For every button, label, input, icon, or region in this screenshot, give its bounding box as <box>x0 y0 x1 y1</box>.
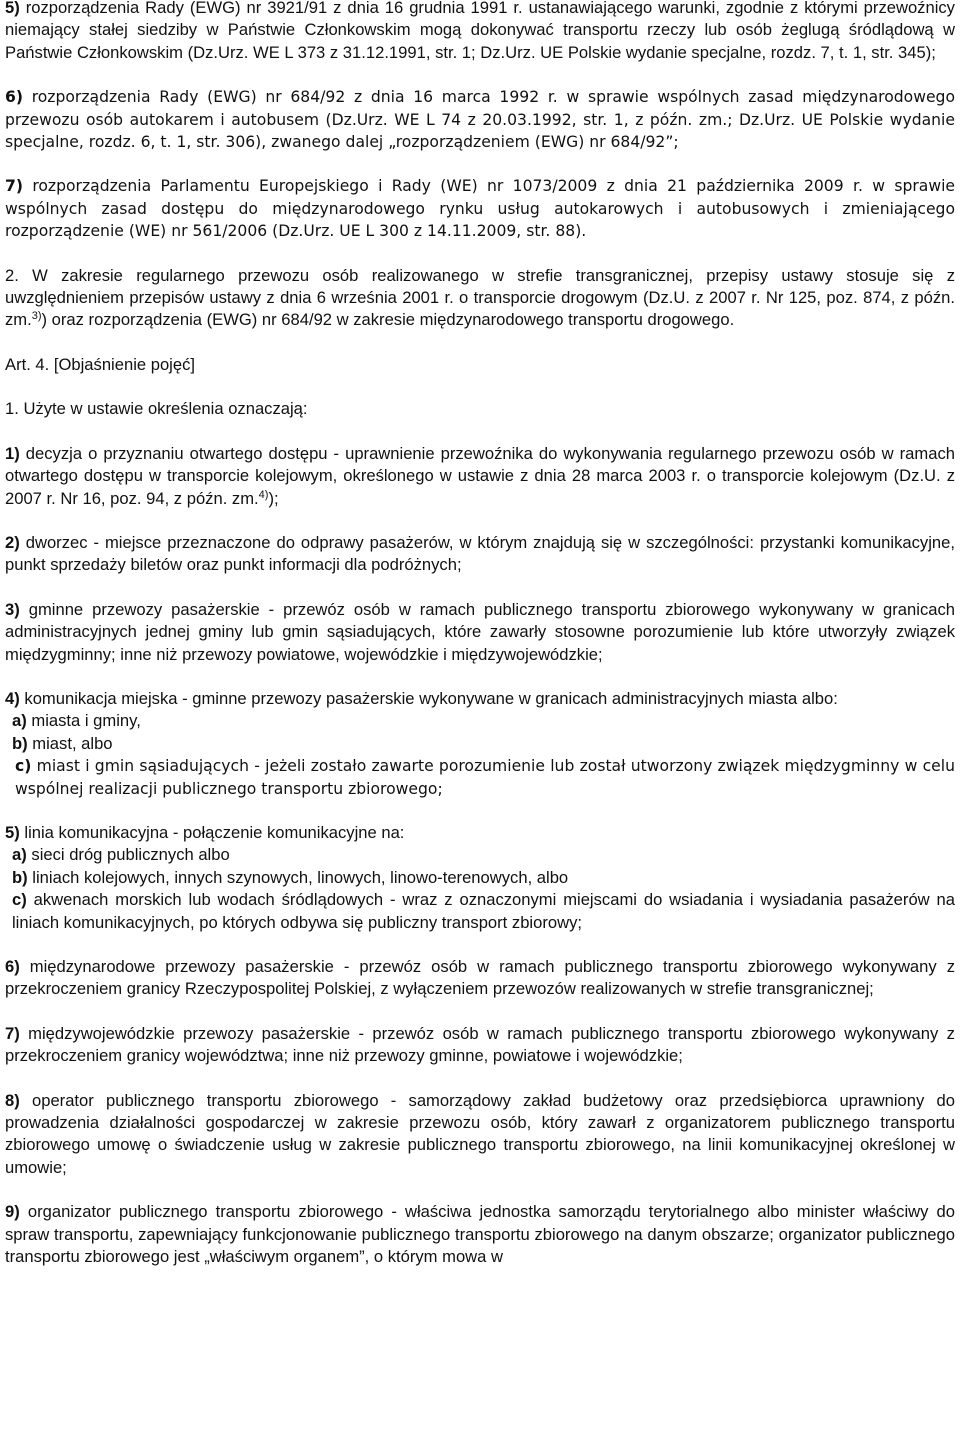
item-number: 6) <box>5 957 20 976</box>
list-item-regulation-5 <box>5 0 955 64</box>
list-item-regulation-7 <box>5 175 955 242</box>
item-text: linia komunikacyjna - połączenie komunikacyjne na: <box>24 822 405 842</box>
item-text: rozporządzenia Rady (EWG) nr 684/92 z dnia 16 marca 1992 r. w sprawie wspólnych zasad międzynarodowego przewozu osób autokarem i autobusem (Dz.Urz. WE L 74 z 20.03.1992, str. 1, z późn. zm.; Dz.Urz. UE Polskie wydanie specjalne, rozdz. 6, t. 1, str. 306), zwanego dalej „rozporządzeniem (EWG) nr 684/92”; <box>5 88 955 152</box>
item-number: 6) <box>5 88 23 107</box>
item-letter: c) <box>15 757 32 776</box>
item-letter: b) <box>12 733 28 753</box>
definition-5-a <box>5 844 955 866</box>
item-text: rozporządzenia Rady (EWG) nr 3921/91 z dnia 16 grudnia 1991 r. ustanawiającego warunki, zgodnie z którymi przewoźnicy niemający stałej siedziby w Państwie Członkowskim mogą dokonywać transportu rzeczy lub osób żeglugą śródlądową w Państwie Członkowskim (Dz.Urz. WE L 373 z 31.12.1991, str. 1; Dz.Urz. UE Polskie wydanie specjalne, rozdz. 7, t. 1, str. 345); <box>5 0 955 62</box>
item-number: 7) <box>5 177 23 196</box>
definition-5-b <box>5 867 955 889</box>
item-letter: b) <box>12 867 28 887</box>
definition-2 <box>5 532 955 577</box>
item-number: 5) <box>5 0 20 17</box>
definition-1 <box>5 443 955 510</box>
item-text: gminne przewozy pasażerskie - przewóz osób w ramach publicznego transportu zbiorowego wykonywany w granicach administracyjnych jednej gminy lub gmin sąsiadujących, które zawarły stosowne porozumienie lub które utworzyły związek międzygminny; inne niż przewozy powiatowe, wojewódzkie i międzywojewódzkie; <box>5 599 955 664</box>
item-number: 2) <box>5 532 20 552</box>
definition-4-c <box>5 755 955 800</box>
paragraph-text-cont: ) oraz rozporządzenia (EWG) nr 684/92 w zakresie międzynarodowego transportu drogowego. <box>41 310 735 330</box>
item-text-cont: ); <box>268 488 279 508</box>
item-text: operator publicznego transportu zbiorowego - samorządowy zakład budżetowy oraz przedsiębiorca uprawniony do prowadzenia działalności gospodarczej w zakresie przewozu osób, który zawarł z organizatorem publicznego transportu zbiorowego umowę o świadczenie usług w zakresie publicznego transportu zbiorowego, na linii komunikacyjnej określonej w umowie; <box>5 1090 955 1177</box>
item-text: miast i gmin sąsiadujących - jeżeli zostało zawarte porozumienie lub został utworzony związek międzygminny w celu wspólnej realizacji publicznego transportu zbiorowego; <box>15 757 955 798</box>
item-number: 8) <box>5 1090 20 1110</box>
item-number: 3) <box>5 599 20 619</box>
item-number: 4) <box>5 688 20 708</box>
definition-6 <box>5 956 955 1001</box>
definition-5-c <box>5 889 955 934</box>
item-letter: a) <box>12 711 27 731</box>
definitions-intro: 1. Użyte w ustawie określenia oznaczają: <box>5 399 308 419</box>
definition-5 <box>5 822 955 844</box>
item-number: 7) <box>5 1023 20 1043</box>
list-item-regulation-6 <box>5 86 955 153</box>
item-text: miasta i gminy, <box>31 711 141 731</box>
definition-4-b <box>5 733 955 755</box>
item-number: 9) <box>5 1202 20 1222</box>
item-text: dworzec - miejsce przeznaczone do odprawy pasażerów, w którym znajdują się w szczególności: przystanki komunikacyjne, punkt sprzedaży biletów oraz punkt informacji dla podróżnych; <box>5 532 955 575</box>
item-text: rozporządzenia Parlamentu Europejskiego i Rady (WE) nr 1073/2009 z dnia 21 października 2009 r. w sprawie wspólnych zasad dostępu do międzynarodowego rynku usług autokarowych i autobusowych i zmieniającego rozporządzenie (WE) nr 561/2006 (Dz.Urz. UE L 300 z 14.11.2009, str. 88). <box>5 177 955 241</box>
item-text: liniach kolejowych, innych szynowych, linowych, linowo-terenowych, albo <box>32 867 569 887</box>
definition-3 <box>5 599 955 666</box>
definition-7 <box>5 1023 955 1068</box>
paragraph-2 <box>5 265 955 332</box>
item-text: komunikacja miejska - gminne przewozy pasażerskie wykonywane w granicach administracyjnych miasta albo: <box>24 688 838 708</box>
article-heading: Art. 4. [Objaśnienie pojęć] <box>5 354 196 374</box>
item-text: sieci dróg publicznych albo <box>31 845 230 865</box>
item-text: organizator publicznego transportu zbiorowego - właściwa jednostka samorządu terytorialnego albo minister właściwy do spraw transportu, zapewniający funkcjonowanie publicznego transportu zbiorowego na danym obszarze; organizator publicznego transportu zbiorowego jest „właściwym organem”, o którym mowa w <box>5 1202 955 1267</box>
item-text: miast, albo <box>32 733 113 753</box>
item-text: akwenach morskich lub wodach śródlądowych - wraz z oznaczonymi miejscami do wsiadania i wysiadania pasażerów na liniach komunikacyjnych, po których odbywa się publiczny transport zbiorowy; <box>12 890 955 932</box>
definition-8 <box>5 1090 955 1180</box>
item-text: międzynarodowe przewozy pasażerskie - przewóz osób w ramach publicznego transportu zbiorowego wykonywany z przekroczeniem granicy Rzeczypospolitej Polskiej, z wyłączeniem przewozów realizowanych w strefie transgranicznej; <box>5 957 955 999</box>
item-text: międzywojewódzkie przewozy pasażerskie - przewóz osób w ramach publicznego transportu zbiorowego wykonywany z przekroczeniem granicy województwa; inne niż przewozy gminne, powiatowe i wojewódzkie; <box>5 1023 955 1066</box>
paragraph-text: 2. W zakresie regularnego przewozu osób realizowanego w strefie transgranicznej, przepisy ustawy stosuje się z uwzględnieniem przepisów ustawy z dnia 6 września 2001 r. o transporcie drogowym (Dz.U. z 2007 r. Nr 125, poz. 874, z późn. zm. <box>5 265 955 330</box>
footnote-reference: 4) <box>258 488 269 501</box>
item-number: 5) <box>5 822 20 842</box>
definition-4 <box>5 688 955 710</box>
item-letter: a) <box>12 845 27 865</box>
item-number: 1) <box>5 443 20 463</box>
definition-9 <box>5 1201 955 1268</box>
definition-4-a <box>5 710 955 732</box>
item-letter: c) <box>12 890 27 910</box>
item-text: decyzja o przyznaniu otwartego dostępu - uprawnienie przewoźnika do wykonywania regularnego przewozu osób w ramach otwartego dostępu w transporcie kolejowym, określonego w ustawie z dnia 28 marca 2003 r. o transporcie kolejowym (Dz.U. z 2007 r. Nr 16, poz. 94, z późn. zm. <box>5 443 955 508</box>
footnote-reference: 3) <box>31 310 42 323</box>
